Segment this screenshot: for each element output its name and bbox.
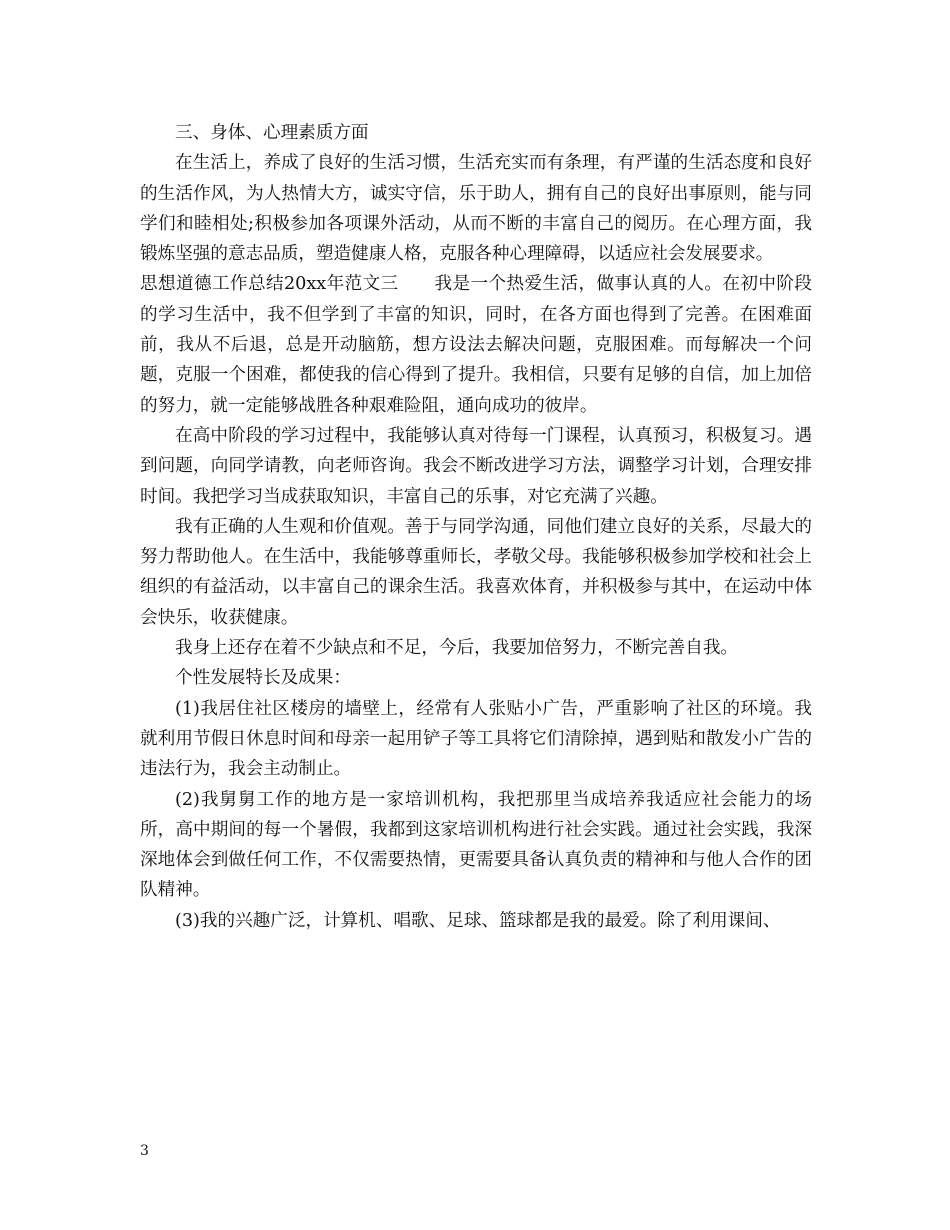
list-item-3-interests: (3)我的兴趣广泛，计算机、唱歌、足球、篮球都是我的最爱。除了利用课间、 <box>175 910 781 931</box>
page-number: 3 <box>140 1143 149 1159</box>
subheading-personal-development: 个性发展特长及成果： <box>175 668 351 689</box>
document-body <box>140 118 812 936</box>
section-heading-physical-mental: 三、身体、心理素质方面 <box>175 123 369 143</box>
paragraph-high-school-study: 在高中阶段的学习过程中，我能够认真对待每一门课程，认真预习，积极复习。遇到问题，向同学请教，向老师咨询。我会不断改进学习方法，调整学习计划，合理安排时间。我把学习当成获取知识，丰富自己的乐事，对它充满了兴趣。 <box>140 425 812 507</box>
list-item-2-social-practice: (2)我舅舅工作的地方是一家培训机构，我把那里当成培养我适应社会能力的场所，高中期间的每一个暑假，我都到这家培训机构进行社会实践。通过社会实践，我深深地体会到做任何工作，不仅需要热情，更需要具备认真负责的精神和与他人合作的团队精神。 <box>140 789 812 901</box>
paragraph-life-habits: 在生活上，养成了良好的生活习惯，生活充实而有条理，有严谨的生活态度和良好的生活作风，为人热情大方，诚实守信，乐于助人，拥有自己的良好出事原则，能与同学们和睦相处;积极参加各项课外活动，从而不断的丰富自己的阅历。在心理方面，我锻炼坚强的意志品质，塑造健康人格，克服各种心理障碍，以适应社会发展要求。 <box>140 153 812 265</box>
paragraph-shortcomings: 我身上还存在着不少缺点和不足，今后，我要加倍努力，不断完善自我。 <box>175 638 739 659</box>
paragraph-values: 我有正确的人生观和价值观。善于与同学沟通，同他们建立良好的关系，尽最大的努力帮助他人。在生活中，我能够尊重师长，孝敬父母。我能够积极参加学校和社会上组织的有益活动，以丰富自己的课余生活。我喜欢体育，并积极参与其中，在运动中体会快乐，收获健康。 <box>140 516 812 628</box>
list-item-1-community: (1)我居住社区楼房的墙壁上，经常有人张贴小广告，严重影响了社区的环境。我就利用节假日休息时间和母亲一起用铲子等工具将它们清除掉，遇到贴和散发小广告的违法行为，我会主动制止。 <box>140 698 812 780</box>
paragraph-summary-sample-three: 思想道德工作总结20xx年范文三 我是一个热爱生活，做事认真的人。在初中阶段的学习生活中，我不但学到了丰富的知识，同时，在各方面也得到了完善。在困难面前，我从不后退，总是开动脑筋，想方设法去解决问题，克服困难。而每解决一个问题，克服一个困难，都使我的信心得到了提升。我相信，只要有足够的自信，加上加倍的努力，就一定能够战胜各种艰难险阻，通向成功的彼岸。 <box>140 274 812 416</box>
